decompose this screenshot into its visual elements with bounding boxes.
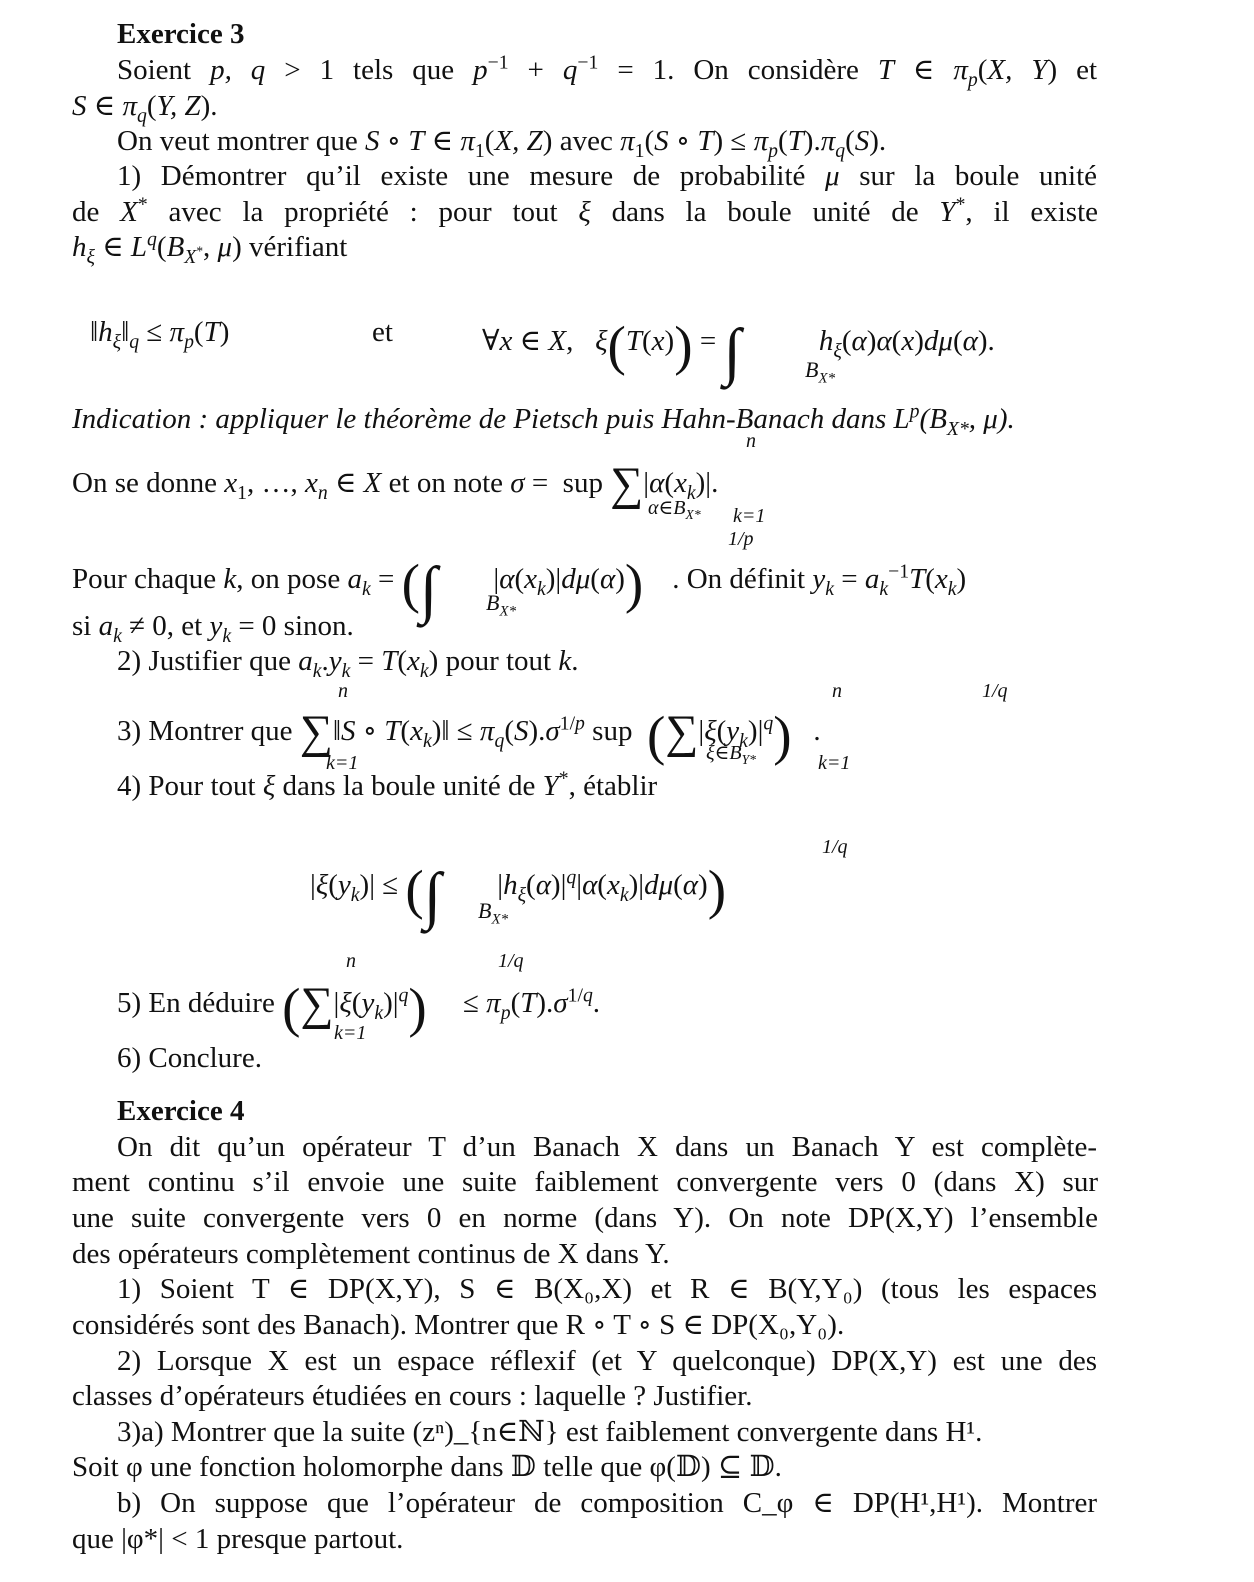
ex3-q4: 4) Pour tout ξ dans la boule unité de Y*, établir [117, 767, 658, 802]
ex3-q5: 5) En déduire $(\sum|\xi(y_k)|^q)$ ≤ $\pi_p(T).\sigma^{1/q}$. [117, 977, 601, 1038]
ex3-q1-line2: de X* avec la propriété : pour tout ξ dans la boule unité de Y*, il existe [72, 193, 1099, 228]
display1-int-subscript: $B_{X*}$ [805, 357, 836, 387]
ak-exponent: 1/p [728, 528, 754, 550]
ex3-q2: 2) Justifier que $a_k.y_k = T(x_k)$ pour tout k. [117, 645, 579, 682]
ex3-q1-line3: $h_\xi$ ∈ $L^q(B_{X^*}$, μ) vérifiant [72, 228, 348, 268]
display1-left: $‖h_\xi‖_q \le \pi_p(T)$ [90, 316, 230, 353]
exercise-4-title: Exercice 4 [117, 1095, 245, 1127]
exercise-3-title: Exercice 3 [117, 18, 245, 50]
ex4-para-line3: une suite convergente vers 0 en norme (dans Y). On note DP(X,Y) l’ensemble [72, 1202, 1098, 1234]
q3-sum2-lower: k=1 [818, 752, 851, 774]
ex4-para-line2: ment continu s’il envoie une suite faiblement convergente vers 0 (dans X) sur [72, 1166, 1098, 1198]
sigma-sum-upper: n [746, 430, 756, 452]
q3-sup-subscript: $\xi\in B_{Y*}$ [706, 742, 756, 767]
ak-definition-line2: si $a_k \ne 0$, et $y_k = 0$ sinon. [72, 610, 354, 647]
sigma-sum-lower: k=1 [733, 505, 766, 527]
display1-right: ∀x ∈ X, ξ(T(x)) = ∫ $h_\xi(\alpha)\alpha(x)d\mu(\alpha)$. [482, 315, 995, 387]
ex3-intro-line1-render: Soient p, q > 1 tels que $p^{-1} + q^{-1} = 1$. On considère T ∈ $\pi_p(X$, Y) et [117, 51, 1098, 91]
ex4-q3b-line1: b) On suppose que l’opérateur de composition C_φ ∈ DP(H¹,H¹). Montrer [117, 1487, 1097, 1519]
ex4-q3a-line1: 3)a) Montrer que la suite (zⁿ)_{n∈ℕ} est faiblement convergente dans H¹. [117, 1416, 983, 1448]
display1-mid: et [372, 316, 393, 348]
ex4-q1-line2: considérés sont des Banach). Montrer que R ∘ T ∘ S ∈ DP(X₀,Y₀). [72, 1309, 845, 1341]
ex3-intro-line2: S ∈ $\pi_q(Y$, Z). [72, 90, 218, 127]
display4: $|\xi(y_k)|$ ≤ (∫ $|h_\xi(\alpha)|^q|\alpha(x_k)|d\mu(\alpha)$) [310, 859, 727, 931]
ex3-q3: 3) Montrer que ∑‖S ∘ $T(x_k)‖ \le \pi_q(S).\sigma^{1/p}$ sup $(\sum|\xi(y_k)|^q)$ . [117, 705, 821, 766]
q5-sum-lower: k=1 [334, 1022, 367, 1044]
display4-int-subscript: $B_{X*}$ [478, 898, 509, 928]
ex4-para-line4: des opérateurs complètement continus de X dans Y. [72, 1238, 670, 1270]
display4-exponent: 1/q [822, 836, 848, 858]
q3-sum1-lower: k=1 [326, 752, 359, 774]
ex3-q1-line1: 1) Démontrer qu’il existe une mesure de probabilité μ sur la boule unité [117, 160, 1097, 192]
ex3-goal: On veut montrer que S ∘ T ∈ $\pi_1(X$, Z) avec $\pi_1(S$ ∘ $T) \le \pi_p(T).\pi_q(S)$. [117, 125, 887, 162]
q3-sum2-upper: n [832, 680, 842, 702]
ex4-q2-line2: classes d’opérateurs étudiées en cours : laquelle ? Justifier. [72, 1380, 753, 1412]
ak-definition: Pour chaque k, on pose $a_k$ = (∫ $|\alpha(x_k)|d\mu(\alpha)$) . On définit $y_k = a_k^{-1}T(x_k)$ [72, 553, 967, 625]
q3-exponent: 1/q [982, 680, 1008, 702]
ex4-q3b-line2: que |φ*| < 1 presque partout. [72, 1523, 404, 1555]
q5-sum-upper: n [346, 950, 356, 972]
q3-sum1-upper: n [338, 680, 348, 702]
q5-exponent: 1/q [498, 950, 524, 972]
ex4-q3a-line2: Soit φ une fonction holomorphe dans 𝔻 telle que φ(𝔻) ⊆ 𝔻. [72, 1451, 782, 1483]
hint: Indication : appliquer le théorème de Pietsch puis Hahn-Banach dans $L^p(B_{X*}$, μ). [72, 400, 1015, 440]
ak-int-subscript: $B_{X*}$ [486, 590, 517, 620]
ex3-q6: 6) Conclure. [117, 1042, 262, 1074]
ex4-para-line1: On dit qu’un opérateur T d’un Banach X dans un Banach Y est complète- [117, 1131, 1097, 1163]
sigma-definition: On se donne $x_1$, …, $x_n$ ∈ X et on note σ = sup $\sum|\alpha(x_k)|$. [72, 459, 719, 510]
sigma-sup-subscript: $\alpha\in B_{X*}$ [648, 497, 701, 522]
ex4-q2-line1: 2) Lorsque X est un espace réflexif (et Y quelconque) DP(X,Y) est une des [117, 1345, 1097, 1377]
ex4-q1-line1: 1) Soient T ∈ DP(X,Y), S ∈ B(X₀,X) et R ∈ B(Y,Y₀) (tous les espaces [117, 1273, 1097, 1305]
